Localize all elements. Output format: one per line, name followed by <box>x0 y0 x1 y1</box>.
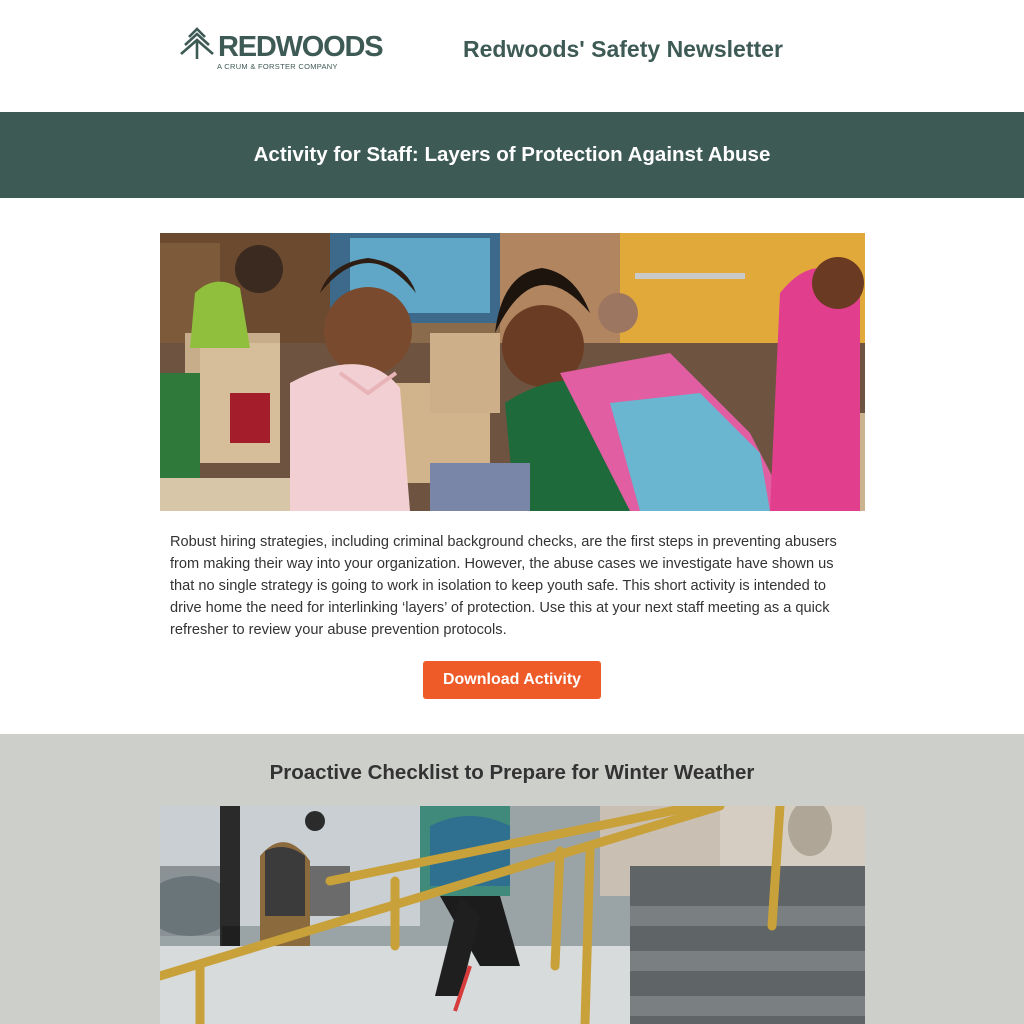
classroom-children-photo <box>160 233 865 511</box>
logo-tagline: A CRUM & FORSTER COMPANY <box>217 62 338 71</box>
article-body: Robust hiring strategies, including criminal background checks, are the first steps in preventing abusers from making their way into your organization. However, the abuse cases we investigate have shown us that no single strategy is going to work in isolation to keep youth safe. This short activity is intended to drive home the need for interlinking ‘layers’ of protection. Use this at your next staff meeting as a quick refresher to review your abuse prevention protocols. <box>170 534 837 638</box>
section-title: Proactive Checklist to Prepare for Winter Weather <box>269 761 755 784</box>
newsletter-header <box>0 0 1024 112</box>
logo-wordmark: REDWOODS <box>218 31 383 63</box>
redwoods-logo[interactable] <box>180 24 383 74</box>
tree-icon <box>180 26 214 60</box>
banner-title: Activity for Staff: Layers of Protection Against Abuse <box>253 143 771 166</box>
download-activity-button[interactable]: Download Activity <box>423 661 601 699</box>
winter-weather-section <box>0 734 1024 1024</box>
newsletter-title: Redwoods' Safety Newsletter <box>463 36 783 62</box>
section-banner <box>0 112 1024 198</box>
snowy-stairs-photo <box>160 806 865 1024</box>
